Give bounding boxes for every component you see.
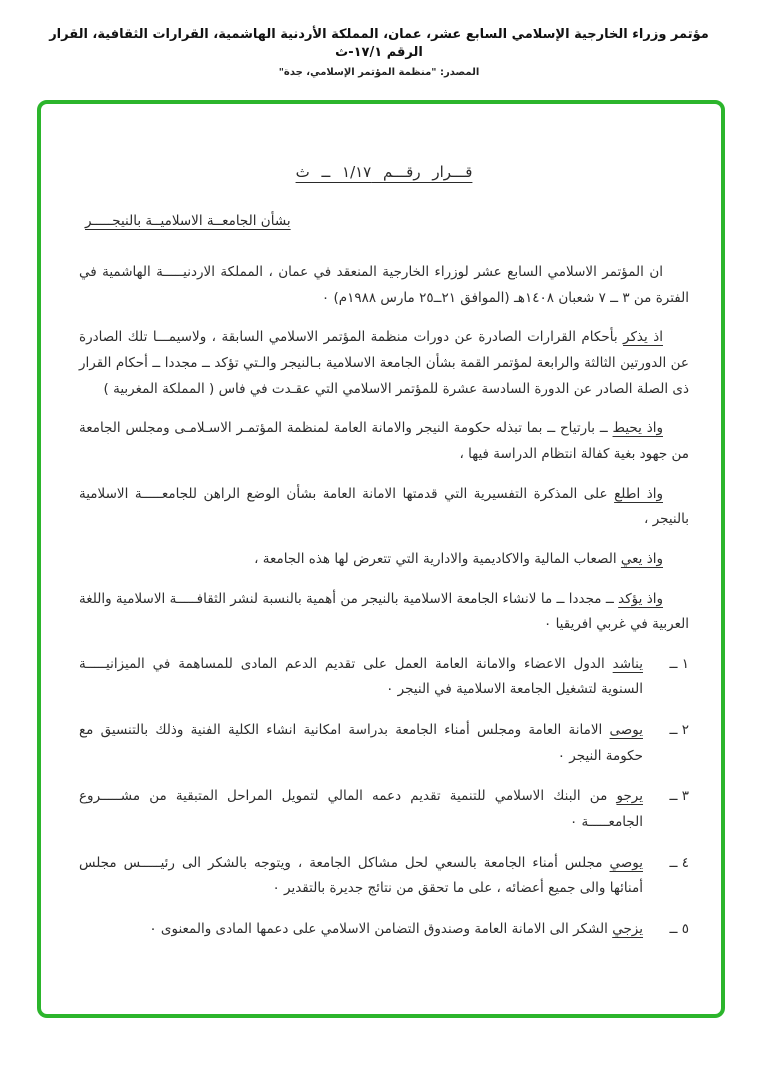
item-lead: يناشد — [612, 655, 643, 672]
item-lead: يزجي — [612, 920, 643, 937]
clause-text: على المذكرة التفسيرية التي قدمتها الامانة العامة بشأن الوضع الراهن للجامعـــــة الاسلامية بالنيجر ، — [79, 485, 689, 528]
item-lead: يوصي — [609, 854, 643, 871]
item-number: ٣ ــ — [669, 788, 689, 805]
resolution-items — [79, 652, 689, 943]
item-body — [79, 652, 643, 703]
clause-lead: اذ يذكر — [623, 329, 663, 346]
clause-text: ــ بارتياح ــ بما تبذله حكومة النيجر والامانة العامة لمنظمة المؤتمـر الاسـلامـى ومجلس الجامعة من جهود بغية كفالة انتظام الدراسة فيها ، — [79, 420, 689, 462]
item-number: ١ ــ — [669, 655, 689, 672]
clause-paragraph — [79, 260, 689, 311]
clause-paragraph — [79, 482, 689, 533]
resolution-item — [79, 784, 689, 835]
item-text: الدول الاعضاء والامانة العامة العمل على تقديم الدعم المادى للمساهمة في الميزانيـــــة السنوية لتشغيل الجامعة الاسلامية في النيجر ٠ — [79, 655, 643, 698]
item-text: الشكر الى الامانة العامة وصندوق التضامن الاسلامي على دعمها المادى والمعنوى ٠ — [149, 920, 608, 937]
resolution-title: قـــرار رقـــم ١/١٧ ــ ث — [295, 163, 473, 181]
item-body — [79, 917, 643, 943]
catalog-header-line: مؤتمر وزراء الخارجية الإسلامي السابع عشر، عمان، المملكة الأردنية الهاشمية، القرارات الثقافية، القرار الرقم ١٧/١-ث — [49, 27, 709, 60]
clause-lead: واذ اطلع — [614, 485, 663, 502]
clause-text: ان المؤتمر الاسلامي السابع عشر لوزراء الخارجية المنعقد في عمان ، المملكة الاردنيـــــة الهاشمية في الفترة من ٣ ــ ٧ شعبان ١٤٠٨هـ (الموافق ٢١ــ٢٥ مارس ١٩٨٨م) ٠ — [79, 264, 689, 306]
resolution-item — [79, 652, 689, 703]
clause-paragraph — [79, 587, 689, 638]
clause-lead: واذ يحيط — [612, 420, 663, 437]
item-lead: يوصى — [609, 722, 643, 739]
clause-text: الصعاب المالية والاكاديمية والادارية التي تتعرض لها هذه الجامعة ، — [254, 550, 617, 567]
clause-paragraph — [79, 325, 689, 402]
clause-paragraph — [79, 416, 689, 467]
item-body — [79, 718, 643, 769]
resolution-subtitle — [85, 209, 679, 235]
item-text: مجلس أمناء الجامعة بالسعي لحل مشاكل الجامعة ، ويتوجه بالشكر الى رئيـــــس مجلس أمنائها والى جميع أعضائه ، على ما تحقق من نتائج جديرة بالتقدير ٠ — [79, 854, 643, 897]
clause-lead: واذ يعي — [620, 550, 663, 567]
clause-lead: واذ يؤكد — [618, 590, 663, 607]
resolution-item — [79, 718, 689, 769]
item-body — [79, 851, 643, 902]
clause-text: بأحكام القرارات الصادرة عن دورات منظمة المؤتمر الاسلامي السابقة ، ولاسيمـــا تلك الصادرة عن الدورتين الثالثة والرابعة لمؤتمر القمة بشأن الجامعة الاسلامية بـالنيجر والـتي تؤكد ــ مجددا ــ أحكام القرار ذى الصلة الصادر عن الدورة السادسة عشرة للمؤتمر الاسلامي التي عقـدت في فاس ( المملكة المغربية ) — [79, 329, 689, 397]
item-number: ٥ ــ — [669, 920, 689, 937]
document-frame — [37, 100, 725, 1018]
item-number: ٤ ــ — [669, 854, 689, 871]
resolution-subtitle-text: بشأن الجامعــة الاسلاميــة بالنيجـــــر — [85, 212, 291, 229]
item-lead: يرجو — [616, 788, 643, 805]
scanned-document — [41, 104, 721, 943]
item-text: الامانة العامة ومجلس أمناء الجامعة بدراسة امكانية انشاء الكلية الفنية وذلك بالتنسيق مع حكومة النيجر ٠ — [79, 722, 643, 764]
clause-text: ــ مجددا ــ ما لانشاء الجامعة الاسلامية بالنيجر من أهمية بالنسبة لنشر الثقافـــــة الاسلامية واللغة العربية في غربي افريقيا ٠ — [79, 590, 689, 633]
item-body — [79, 784, 643, 835]
item-text: من البنك الاسلامي للتنمية تقديم دعمه المالي لتمويل المراحل المتبقية من مشـــــروع الجامعـــــة ٠ — [79, 788, 643, 831]
source-line: المصدر: "منظمة المؤتمر الإسلامي، جدة" — [278, 67, 480, 79]
clause-paragraph — [79, 547, 689, 573]
resolution-item — [79, 851, 689, 902]
item-number: ٢ ــ — [669, 722, 689, 739]
resolution-item — [79, 917, 689, 943]
